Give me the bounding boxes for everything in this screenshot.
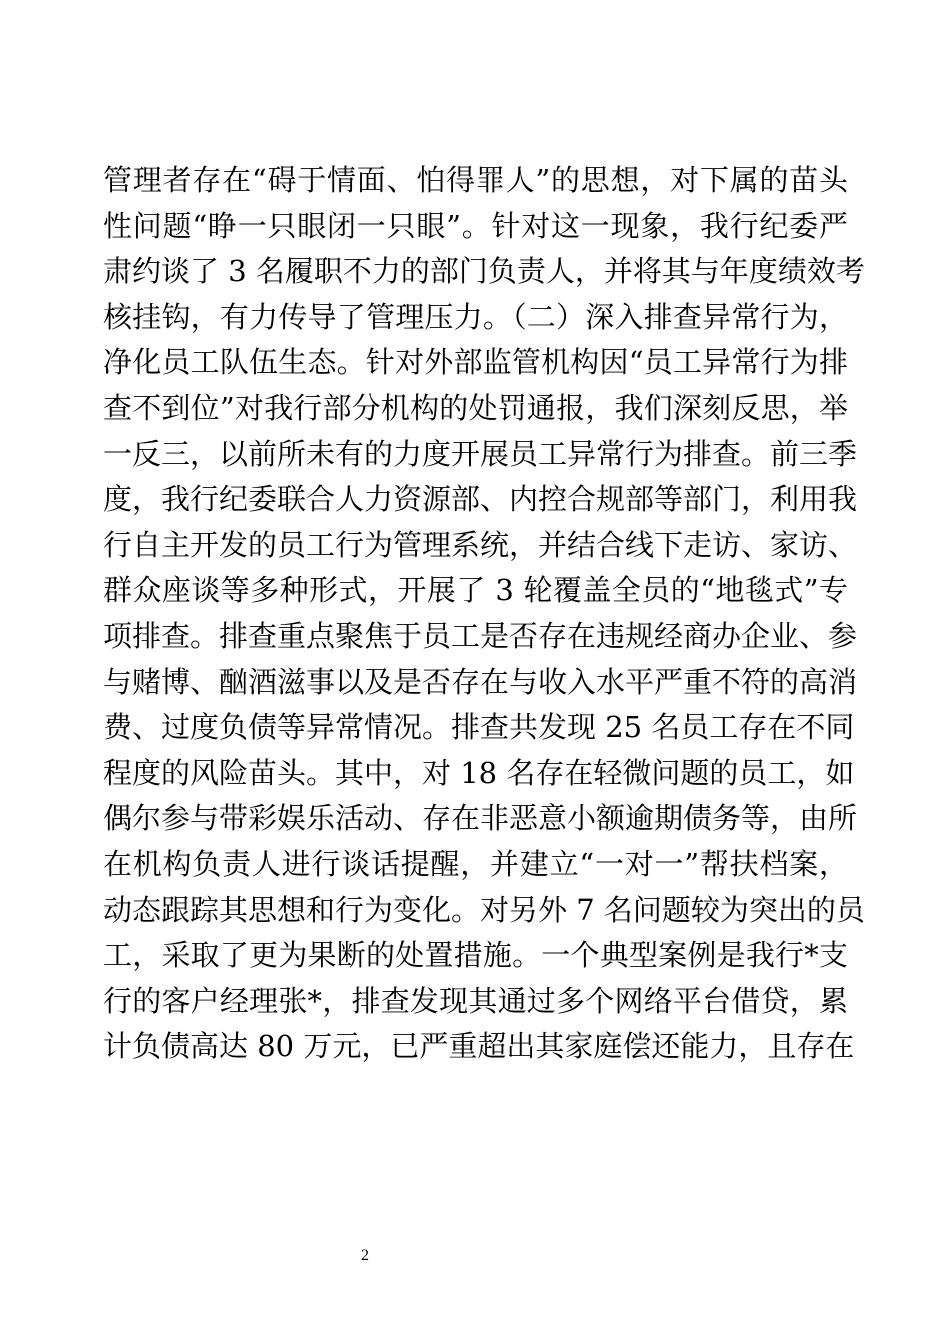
- text-line: 项排查。排查重点聚焦于员工是否存在违规经商办企业、参: [103, 618, 858, 653]
- text-line: 在机构负责人进行谈话提醒，并建立“一对一”帮扶档案，: [103, 846, 848, 881]
- text-line: 与赌博、酗酒滋事以及是否存在与收入水平严重不符的高消: [103, 664, 858, 699]
- body-paragraph: [103, 158, 865, 1070]
- text-line: 查不到位”对我行部分机构的处罚通报，我们深刻反思，举: [103, 390, 848, 425]
- text-line: 核挂钩，有力传导了管理压力。（二）深入排查异常行为，: [103, 299, 848, 334]
- text-line: 行自主开发的员工行为管理系统，并结合线下走访、家访、: [103, 527, 858, 562]
- text-line: 管理者存在“碍于情面、怕得罪人”的思想，对下属的苗头: [103, 163, 848, 197]
- text-line: 行的客户经理张*，排查发现其通过多个网络平台借贷，累: [103, 983, 848, 1018]
- text-line: 程度的风险苗头。其中，对 18 名存在轻微问题的员工，如: [103, 755, 855, 790]
- page-number: 2: [361, 1247, 369, 1264]
- text-line: 群众座谈等多种形式，开展了 3 轮覆盖全员的“地毯式”专: [103, 573, 848, 608]
- text-line: 净化员工队伍生态。针对外部监管机构因“员工异常行为排: [103, 345, 848, 380]
- text-line: 偶尔参与带彩娱乐活动、存在非恶意小额逾期债务等，由所: [103, 801, 858, 836]
- text-line: 费、过度负债等异常情况。排查共发现 25 名员工存在不同: [103, 710, 855, 745]
- text-line: 度，我行纪委联合人力资源部、内控合规部等部门，利用我: [103, 482, 858, 517]
- text-line: 计负债高达 80 万元，已严重超出其家庭偿还能力，且存在: [103, 1029, 855, 1064]
- text-line: 一反三，以前所未有的力度开展员工异常行为排查。前三季: [103, 436, 858, 471]
- text-line: 工，采取了更为果断的处置措施。一个典型案例是我行*支: [103, 938, 848, 973]
- text-line: 肃约谈了 3 名履职不力的部门负责人，并将其与年度绩效考: [103, 254, 865, 289]
- text-line: 性问题“睁一只眼闭一只眼”。针对这一现象，我行纪委严: [103, 208, 848, 243]
- text-line: 动态跟踪其思想和行为变化。对另外 7 名问题较为突出的员: [103, 892, 865, 927]
